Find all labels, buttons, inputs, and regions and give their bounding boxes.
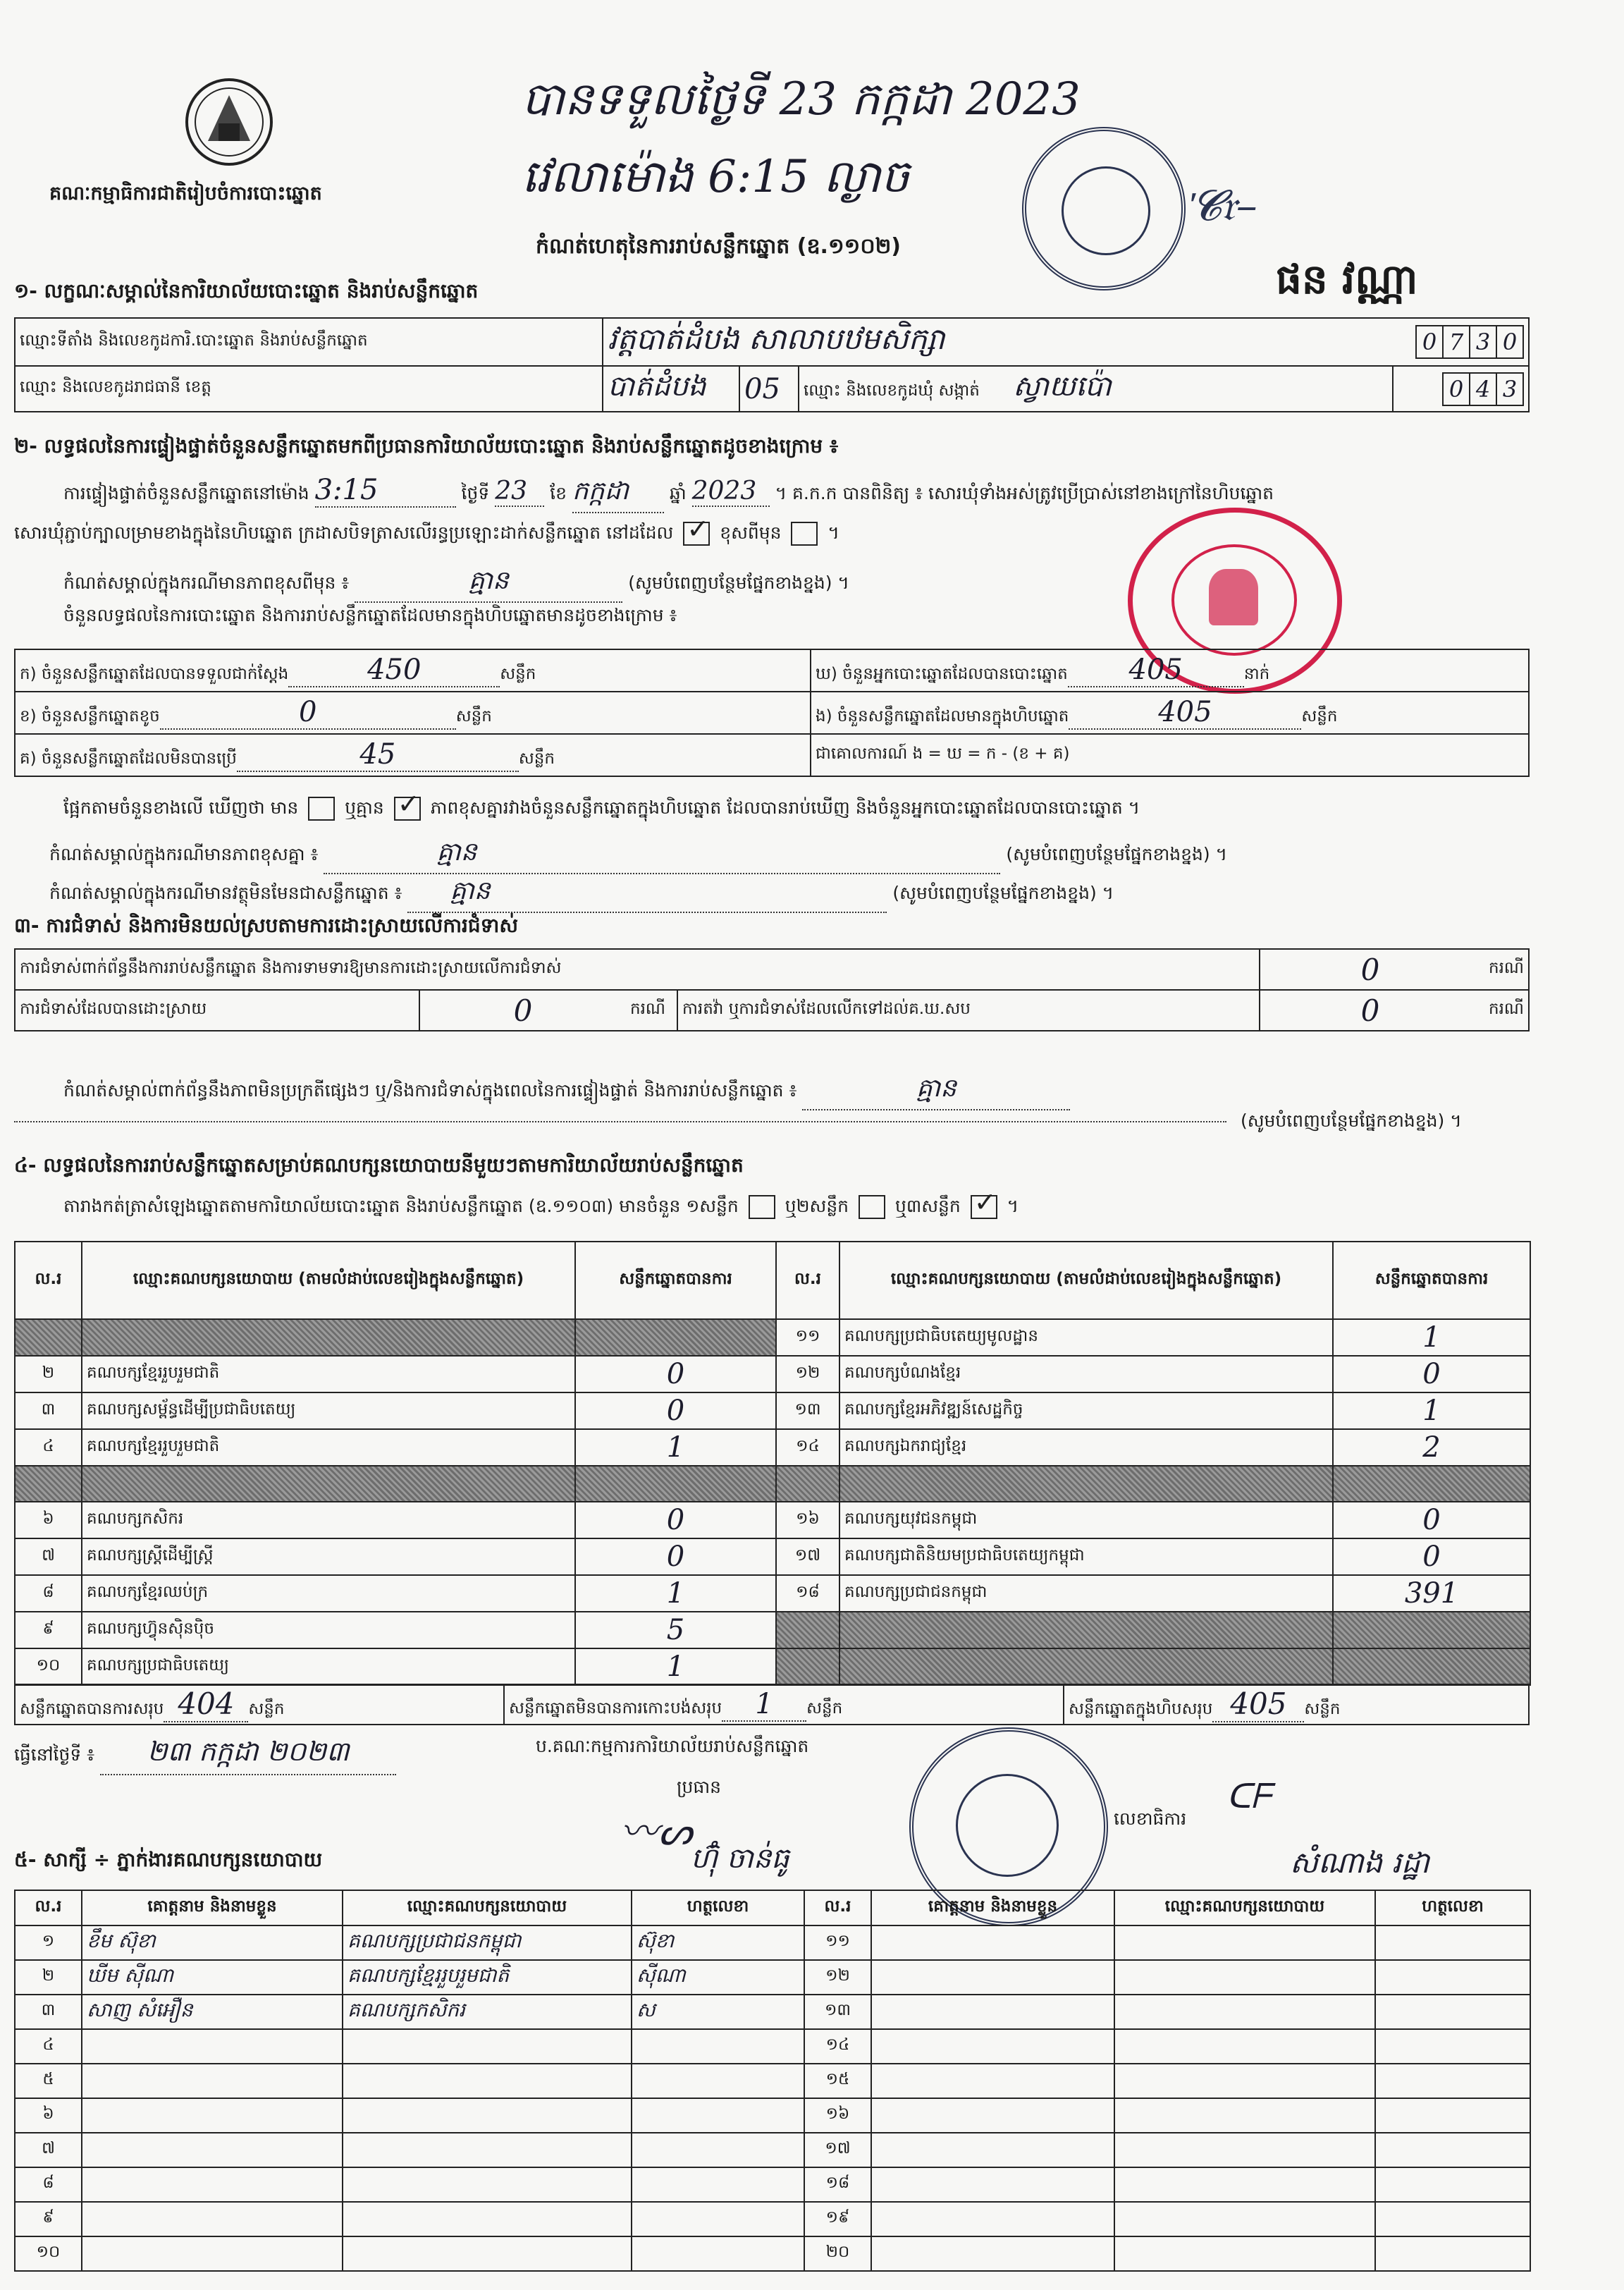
- party-no: ៨: [15, 1575, 82, 1612]
- witness-no: ១៤: [804, 2029, 871, 2064]
- party-votes: 0: [575, 1538, 776, 1575]
- witness-no: ៧: [15, 2133, 82, 2167]
- witness-party: គណបក្សកសិករ: [343, 1995, 632, 2029]
- party-no: ១៤: [776, 1429, 839, 1466]
- witness-party: [343, 2064, 632, 2098]
- party-no: [776, 1466, 839, 1502]
- witness-no: ២០: [804, 2236, 871, 2271]
- party-name: គណបក្សប្រជាធិបតេយ្យមូលដ្ឋាន: [839, 1319, 1333, 1356]
- foreign-object-note: កំណត់សម្គាល់ក្នុងករណីមានវត្ថុមិនមែនជាសន្លឹកឆ្នោត ៖ គ្មាន (សូមបំពេញបន្ថែមផ្នែកខាងខ្នង) ។: [49, 874, 1114, 913]
- objection-value: 0: [1260, 949, 1480, 990]
- commune-value: ស្វាយប៉ោ: [1013, 370, 1112, 403]
- party-votes: 0: [575, 1356, 776, 1392]
- witness-sign: ស៊ីណា: [632, 1960, 804, 1995]
- witness-no: ៥: [15, 2064, 82, 2098]
- party-no: ១២: [776, 1356, 839, 1392]
- party-no: [15, 1466, 82, 1502]
- witness-name: ឃីម ស៊ីណា: [82, 1960, 343, 1995]
- received-date-handwritten: បានទទួលថ្ងៃទី 23 កក្កដា 2023: [522, 73, 1081, 125]
- total-in-box: សន្លឹកឆ្នោតក្នុងហិបសរុប 405 សន្លឹក: [1064, 1684, 1529, 1725]
- location-value: វត្តបាត់ដំបង សាលាបឋមសិក្សា: [603, 318, 1393, 366]
- party-votes: [1333, 1466, 1530, 1502]
- chair-signature: 〰ᔕ: [620, 1809, 693, 1854]
- section4-title: ៤- លទ្ធផលនៃការរាប់សន្លឹកឆ្នោតសម្រាប់គណបក្សនយោបាយនីមួយៗតាមការិយាល័យរាប់សន្លឹកឆ្នោត: [14, 1153, 744, 1177]
- witness-name-empty: [871, 2098, 1114, 2133]
- totals-table: [14, 1684, 1530, 1725]
- witness-no: ១៦: [804, 2098, 871, 2133]
- witness-no: ១៧: [804, 2133, 871, 2167]
- witness-sign: ស៊ុខា: [632, 1925, 804, 1960]
- voters-row: ឃ) ចំនួនអ្នកបោះឆ្នោតដែលបានបោះឆ្នោត 405 នាក់: [811, 649, 1529, 692]
- section2-intro: ចំនួនលទ្ធផលនៃការបោះឆ្នោត និងការរាប់សន្លឹកឆ្នោតដែលមានក្នុងហិបឆ្នោតមានដូចខាងក្រោម ៖: [63, 605, 677, 625]
- col-no-left: ល.រ: [15, 1242, 82, 1319]
- witness-col-name-right: គោត្តនាម និងនាមខ្លួន: [871, 1890, 1114, 1925]
- unused-ballots-row: គ) ចំនួនសន្លឹកឆ្នោតដែលមិនបានប្រើ 45 សន្លឹក: [15, 734, 811, 776]
- party-row: [15, 1466, 1530, 1502]
- receipt-seal: [1022, 127, 1186, 290]
- witness-party: [343, 2029, 632, 2064]
- witness-party: [343, 2236, 632, 2271]
- witness-no: ១៨: [804, 2167, 871, 2202]
- witness-no: ៦: [15, 2098, 82, 2133]
- section1-title: ១- លក្ខណៈសម្គាល់នៃការិយាល័យបោះឆ្នោត និងរាប់សន្លឹកឆ្នោត: [14, 279, 479, 302]
- party-row: [15, 1429, 1530, 1466]
- party-row: [15, 1575, 1530, 1612]
- witness-name: សាញ សំអឿន: [82, 1995, 343, 2029]
- party-name: គណបក្សយុវជនកម្ពុជា: [839, 1502, 1333, 1538]
- objection-label: ការជំទាស់ពាក់ព័ន្ធនឹងការរាប់សន្លឹកឆ្នោត និងការទាមទារឱ្យមានការដោះស្រាយលើការជំទាស់: [15, 949, 1260, 990]
- party-no: ១៨: [776, 1575, 839, 1612]
- witness-name-empty: [871, 1995, 1114, 2029]
- witness-party-empty: [1114, 2236, 1375, 2271]
- two-sheets-checkbox: [859, 1195, 885, 1219]
- party-name: គណបក្សសម្ព័ន្ធដើម្បីប្រជាធិបតេយ្យ: [82, 1392, 575, 1429]
- resolved-label: ការជំទាស់ដែលបានដោះស្រាយ: [15, 990, 419, 1031]
- witness-sign: [632, 2064, 804, 2098]
- party-name: [839, 1612, 1333, 1648]
- witness-row: [15, 2133, 1530, 2167]
- witness-sign: [632, 2029, 804, 2064]
- signing-date: ធ្វើនៅថ្ងៃទី ៖ ២៣ កក្កដា ២០២៣: [14, 1734, 396, 1775]
- escalated-value: 0: [1260, 990, 1480, 1031]
- witness-name-empty: [871, 2167, 1114, 2202]
- witness-name: ខឹម ស៊ុខា: [82, 1925, 343, 1960]
- verification-time: 3:15: [315, 474, 456, 508]
- commune-label: ឈ្មោះ និងលេខកូដឃុំ សង្កាត់: [804, 381, 980, 400]
- witness-party: [343, 2202, 632, 2236]
- witness-row: [15, 2064, 1530, 2098]
- formula: ជាគោលការណ៍ ង = ឃ = ក - (ខ + គ): [811, 734, 1529, 776]
- no-discrepancy-checkbox: [394, 797, 421, 821]
- witness-no: ៩: [15, 2202, 82, 2236]
- witness-col-party-left: ឈ្មោះគណបក្សនយោបាយ: [343, 1890, 632, 1925]
- witness-sign: [632, 2167, 804, 2202]
- party-row: [15, 1648, 1530, 1685]
- province-value: បាត់ដំបង: [603, 366, 739, 412]
- witness-col-party-right: ឈ្មោះគណបក្សនយោបាយ: [1114, 1890, 1375, 1925]
- party-no: ៧: [15, 1538, 82, 1575]
- party-no: [776, 1612, 839, 1648]
- party-no: ៦: [15, 1502, 82, 1538]
- witness-no: ៤: [15, 2029, 82, 2064]
- total-invalid: សន្លឹកឆ្នោតមិនបានការកោះបង់សរុប 1 សន្លឹក: [504, 1684, 1064, 1725]
- witness-col-no-right: ល.រ: [804, 1890, 871, 1925]
- party-votes: 1: [575, 1429, 776, 1466]
- witness-no: ២: [15, 1960, 82, 1995]
- ballots-in-box-row: ង) ចំនួនសន្លឹកឆ្នោតដែលមានក្នុងហិបឆ្នោត 405 សន្លឹក: [811, 692, 1529, 734]
- witness-name-empty: [871, 2236, 1114, 2271]
- party-name: គណបក្សខ្មែរអភិវឌ្ឍន៍សេដ្ឋកិច្ច: [839, 1392, 1333, 1429]
- party-votes: 0: [1333, 1356, 1530, 1392]
- witness-party-empty: [1114, 2064, 1375, 2098]
- party-name: គណបក្សបំណងខ្មែរ: [839, 1356, 1333, 1392]
- witness-sign: [632, 2098, 804, 2133]
- same-checkbox: [683, 522, 710, 546]
- witness-name: [82, 2064, 343, 2098]
- section2-note: កំណត់សម្គាល់ក្នុងករណីមានភាពខុសពីមុន ៖ គ្មាន (សូមបំពេញបន្ថែមផ្នែកខាងខ្នង) ។: [63, 564, 849, 603]
- witness-name: [82, 2098, 343, 2133]
- witness-party: [343, 2133, 632, 2167]
- witness-sign-empty: [1375, 2167, 1530, 2202]
- party-name: គណបក្សស្ត្រីដើម្បីស្ត្រី: [82, 1538, 575, 1575]
- witness-sign-empty: [1375, 2202, 1530, 2236]
- witness-sign-empty: [1375, 1960, 1530, 1995]
- witness-party: គណបក្សខ្មែររួបរួមជាតិ: [343, 1960, 632, 1995]
- section5-title: ៥- សាក្សី ÷ ភ្នាក់ងារគណបក្សនយោបាយ: [14, 1848, 323, 1871]
- party-votes: 1: [575, 1575, 776, 1612]
- party-no: ១៧: [776, 1538, 839, 1575]
- witness-row: [15, 1995, 1530, 2029]
- has-discrepancy-checkbox: [308, 797, 335, 821]
- chair-label: ប្រធាន: [677, 1777, 721, 1797]
- witness-party: គណបក្សប្រជាជនកម្ពុជា: [343, 1925, 632, 1960]
- witness-name: [82, 2133, 343, 2167]
- witness-row: [15, 2098, 1530, 2133]
- col-votes-right: សន្លឹកឆ្នោតបានការ: [1333, 1242, 1530, 1319]
- witness-no: ១២: [804, 1960, 871, 1995]
- witness-no: ១: [15, 1925, 82, 1960]
- party-no: ១៦: [776, 1502, 839, 1538]
- witness-sign-empty: [1375, 1995, 1530, 2029]
- section1-table: [14, 317, 1530, 412]
- escalated-label: ការតវ៉ា ឬការជំទាស់ដែលលើកទៅដល់គ.ឃ.សប: [677, 990, 1260, 1031]
- party-votes: 5: [575, 1612, 776, 1648]
- party-row: [15, 1356, 1530, 1392]
- witness-no: ១៣: [804, 1995, 871, 2029]
- authority-name: គណៈកម្មាធិការជាតិរៀបចំការបោះឆ្នោត: [49, 183, 322, 204]
- witness-name-empty: [871, 2064, 1114, 2098]
- witness-party-empty: [1114, 2167, 1375, 2202]
- witness-col-name-left: គោត្តនាម និងនាមខ្លួន: [82, 1890, 343, 1925]
- chair-name: ហ៊ុំ ចាន់ធូ: [691, 1842, 789, 1875]
- section2-title: ២- លទ្ធផលនៃការផ្ទៀងផ្ទាត់ចំនួនសន្លឹកឆ្នោតមកពីប្រធានការិយាល័យបោះឆ្នោត និងរាប់សន្លឹកឆ្នោតដូចខាងក្រោម ៖: [14, 434, 839, 458]
- witness-sign: [632, 2202, 804, 2236]
- party-votes: 2: [1333, 1429, 1530, 1466]
- party-no: ២: [15, 1356, 82, 1392]
- witness-row: [15, 2202, 1530, 2236]
- party-votes: 1: [575, 1648, 776, 1685]
- witness-name-empty: [871, 1960, 1114, 1995]
- col-party-left: ឈ្មោះគណបក្សនយោបាយ (តាមលំដាប់លេខរៀងក្នុងសន្លឹកឆ្នោត): [82, 1242, 575, 1319]
- witness-no: ៣: [15, 1995, 82, 2029]
- party-votes: [1333, 1648, 1530, 1685]
- party-row: [15, 1392, 1530, 1429]
- secretary-signature: ᑕᖴ: [1226, 1777, 1272, 1816]
- resolved-value: 0: [419, 990, 626, 1031]
- col-votes-left: សន្លឹកឆ្នោតបានការ: [575, 1242, 776, 1319]
- witness-name-empty: [871, 2029, 1114, 2064]
- witness-no: ១០: [15, 2236, 82, 2271]
- witness-party-empty: [1114, 1995, 1375, 2029]
- form-title: កំណត់ហេតុនៃការរាប់សន្លឹកឆ្នោត (ឧ.១១០២): [536, 234, 902, 259]
- witness-party-empty: [1114, 2029, 1375, 2064]
- witness-row: [15, 1925, 1530, 1960]
- witness-name: [82, 2167, 343, 2202]
- witness-name: [82, 2236, 343, 2271]
- witness-name: [82, 2029, 343, 2064]
- witness-party-empty: [1114, 2098, 1375, 2133]
- party-votes: 0: [1333, 1502, 1530, 1538]
- party-no: [776, 1648, 839, 1685]
- witness-sign-empty: [1375, 1925, 1530, 1960]
- witness-name-empty: [871, 2202, 1114, 2236]
- party-votes: 391: [1333, 1575, 1530, 1612]
- party-name: គណបក្សឯករាជ្យខ្មែរ: [839, 1429, 1333, 1466]
- witness-party-empty: [1114, 1925, 1375, 1960]
- section3-title: ៣- ការជំទាស់ និងការមិនយល់ស្របតាមការដោះស្រាយលើការជំទាស់: [14, 914, 518, 937]
- witness-sign: ស: [632, 1995, 804, 2029]
- witness-row: [15, 2167, 1530, 2202]
- nec-emblem-icon: [176, 74, 282, 173]
- location-label: ឈ្មោះទីតាំង និងលេខកូដការិ.បោះឆ្នោត និងរាប់សន្លឹកឆ្នោត: [15, 318, 603, 366]
- party-name: គណបក្សប្រជាធិបតេយ្យ: [82, 1648, 575, 1685]
- party-no: ១១: [776, 1319, 839, 1356]
- total-valid: សន្លឹកឆ្នោតបានការសរុប 404 សន្លឹក: [15, 1684, 504, 1725]
- party-row: [15, 1538, 1530, 1575]
- witness-row: [15, 1960, 1530, 1995]
- commune-code: 0 4 3: [1393, 366, 1529, 412]
- received-ballots-row: ក) ចំនួនសន្លឹកឆ្នោតដែលបានទទួលជាក់ស្តែង 450 សន្លឹក: [15, 649, 811, 692]
- one-sheet-checkbox: [749, 1195, 775, 1219]
- witness-no: ៨: [15, 2167, 82, 2202]
- witness-sign: [632, 2133, 804, 2167]
- party-name: គណបក្សខ្មែររួបរួមជាតិ: [82, 1429, 575, 1466]
- discrepancy-note: កំណត់សម្គាល់ក្នុងករណីមានភាពខុសគ្នា ៖ គ្មាន (សូមបំពេញបន្ថែមផ្នែកខាងខ្នង) ។: [49, 835, 1227, 874]
- party-votes: 0: [1333, 1538, 1530, 1575]
- note-continuation-line: [14, 1121, 1226, 1122]
- party-votes: 0: [575, 1392, 776, 1429]
- witness-party-empty: [1114, 1960, 1375, 1995]
- province-label: ឈ្មោះ និងលេខកូដរាជធានី ខេត្ត: [15, 366, 603, 412]
- col-no-right: ល.រ: [776, 1242, 839, 1319]
- three-sheets-checkbox: [971, 1195, 997, 1219]
- seal-check-line: សោរឃុំភ្ជាប់ក្បាលម្រាមខាងក្នុងនៃហិបឆ្នោត ក្រដាសបិទត្រាសលើរន្ធប្រឡោះដាក់សន្លឹកឆ្នោត នៅដដែល ✓ ខុសពីមុន ។: [14, 522, 839, 548]
- witness-no: ១៩: [804, 2202, 871, 2236]
- witness-party: [343, 2167, 632, 2202]
- party-votes: 1: [1333, 1319, 1530, 1356]
- party-no: ១០: [15, 1648, 82, 1685]
- objection-table: ការជំទាស់ពាក់ព័ន្ធនឹងការរាប់សន្លឹកឆ្នោត និងការទាមទារឱ្យមានការដោះស្រាយលើការជំទាស់ 0 ករណី ការជំទាស់ដែលបានដោះស្រាយ 0 ករណី ការតវ៉ា ឬការជំទាស់ដែលលើកទៅដល់គ.ឃ.សប 0 ករណី: [14, 948, 1530, 1031]
- party-no: ៣: [15, 1392, 82, 1429]
- party-row: [15, 1319, 1530, 1356]
- secretary-label: លេខាធិការ: [1114, 1808, 1187, 1829]
- verification-line: ការផ្ទៀងផ្ទាត់ចំនួនសន្លឹកឆ្នោតនៅម៉ោង 3:15 ថ្ងៃទី 23 ខែ កក្កដា ឆ្នាំ 2023 ។ គ.ក.ក បានពិនិត្យ ៖ សោរឃុំទាំងអស់ត្រូវប្រើប្រាស់នៅខាងក្រៅនៃហិបឆ្នោត: [63, 474, 1274, 513]
- party-row: [15, 1502, 1530, 1538]
- witness-row: [15, 2236, 1530, 2271]
- receipt-signature: ᡃ𝓒𝔯–: [1191, 181, 1257, 231]
- party-no: ១៣: [776, 1392, 839, 1429]
- party-name: គណបក្សកសិករ: [82, 1502, 575, 1538]
- witness-row: [15, 2029, 1530, 2064]
- party-row: [15, 1612, 1530, 1648]
- different-checkbox: [791, 522, 818, 546]
- party-no: ៤: [15, 1429, 82, 1466]
- ballot-count-table: [14, 649, 1530, 777]
- commune-cell: [799, 366, 1393, 412]
- party-name: គណបក្សហ៊្វុនស៊ិនប៉ិច: [82, 1612, 575, 1648]
- party-name: គណបក្សប្រជាជនកម្ពុជា: [839, 1575, 1333, 1612]
- party-results-table: [14, 1241, 1531, 1686]
- party-name: [839, 1648, 1333, 1685]
- location-code: 0 7 3 0: [1393, 318, 1529, 366]
- tally-sheet-count: តារាងកត់ត្រាសំឡេងឆ្នោតតាមការិយាល័យបោះឆ្នោត និងរាប់សន្លឹកឆ្នោត (ឧ.១១០៣) មានចំនួន ១សន្លឹក ឬ២សន្លឹក ឬ៣សន្លឹក ✓ ។: [63, 1195, 1019, 1221]
- irregularity-note: កំណត់សម្គាល់ពាក់ព័ន្ធនឹងភាពមិនប្រក្រតីផ្សេងៗ ឬ/និងការជំទាស់ក្នុងពេលនៃការផ្ទៀងផ្ទាត់ និងការរាប់សន្លឹកឆ្នោត ៖ គ្មាន: [63, 1072, 1070, 1110]
- party-name: គណបក្សខ្មែរឈប់ក្រ: [82, 1575, 575, 1612]
- party-votes: [575, 1466, 776, 1502]
- witness-name: [82, 2202, 343, 2236]
- witness-col-sign-right: ហត្ថលេខា: [1375, 1890, 1530, 1925]
- witness-sign-empty: [1375, 2236, 1530, 2271]
- province-code: 05: [739, 366, 799, 412]
- party-name: [82, 1466, 575, 1502]
- col-party-right: ឈ្មោះគណបក្សនយោបាយ (តាមលំដាប់លេខរៀងក្នុងសន្លឹកឆ្នោត): [839, 1242, 1333, 1319]
- witness-sign-empty: [1375, 2133, 1530, 2167]
- party-no: ៩: [15, 1612, 82, 1648]
- witness-no: ១១: [804, 1925, 871, 1960]
- stamp-name: ផន វណ្ណា: [1276, 255, 1418, 303]
- party-votes: 1: [1333, 1392, 1530, 1429]
- witness-party-empty: [1114, 2202, 1375, 2236]
- received-time-handwritten: វេលាម៉ោង 6:15 ល្ងាច: [522, 151, 910, 203]
- witness-name-empty: [871, 2133, 1114, 2167]
- witness-table: [14, 1890, 1531, 2272]
- witness-party-empty: [1114, 2133, 1375, 2167]
- witness-party: [343, 2098, 632, 2133]
- witness-name-empty: [871, 1925, 1114, 1960]
- section3-note-hint: (សូមបំពេញបន្ថែមផ្នែកខាងខ្នង) ។: [1241, 1110, 1462, 1131]
- witness-sign-empty: [1375, 2064, 1530, 2098]
- party-votes: [575, 1319, 776, 1356]
- spoiled-ballots-row: ខ) ចំនួនសន្លឹកឆ្នោតខូច 0 សន្លឹក: [15, 692, 811, 734]
- witness-no: ១៥: [804, 2064, 871, 2098]
- party-name: [82, 1319, 575, 1356]
- witness-sign-empty: [1375, 2029, 1530, 2064]
- party-name: [839, 1466, 1333, 1502]
- committee-label: ប.គណៈកម្មការការិយាល័យរាប់សន្លឹកឆ្នោត: [536, 1736, 809, 1756]
- party-votes: 0: [575, 1502, 776, 1538]
- witness-sign-empty: [1375, 2098, 1530, 2133]
- party-votes: [1333, 1612, 1530, 1648]
- party-name: គណបក្សខ្មែររួបរួមជាតិ: [82, 1356, 575, 1392]
- witness-sign: [632, 2236, 804, 2271]
- party-no: [15, 1319, 82, 1356]
- witness-col-sign-left: ហត្ថលេខា: [632, 1890, 804, 1925]
- witness-col-no-left: ល.រ: [15, 1890, 82, 1925]
- secretary-name: សំណាង រដ្ឋា: [1290, 1845, 1429, 1880]
- party-name: គណបក្សជាតិនិយមប្រជាធិបតេយ្យកម្ពុជា: [839, 1538, 1333, 1575]
- discrepancy-line: ផ្អែកតាមចំនួនខាងលើ ឃើញថា មាន ឬគ្មាន ✓ ភាពខុសគ្នារវាងចំនួនសន្លឹកឆ្នោតក្នុងហិបឆ្នោត ដែលបានរាប់ឃើញ និងចំនួនអ្នកបោះឆ្នោតដែលបានបោះឆ្នោត ។: [63, 797, 1140, 823]
